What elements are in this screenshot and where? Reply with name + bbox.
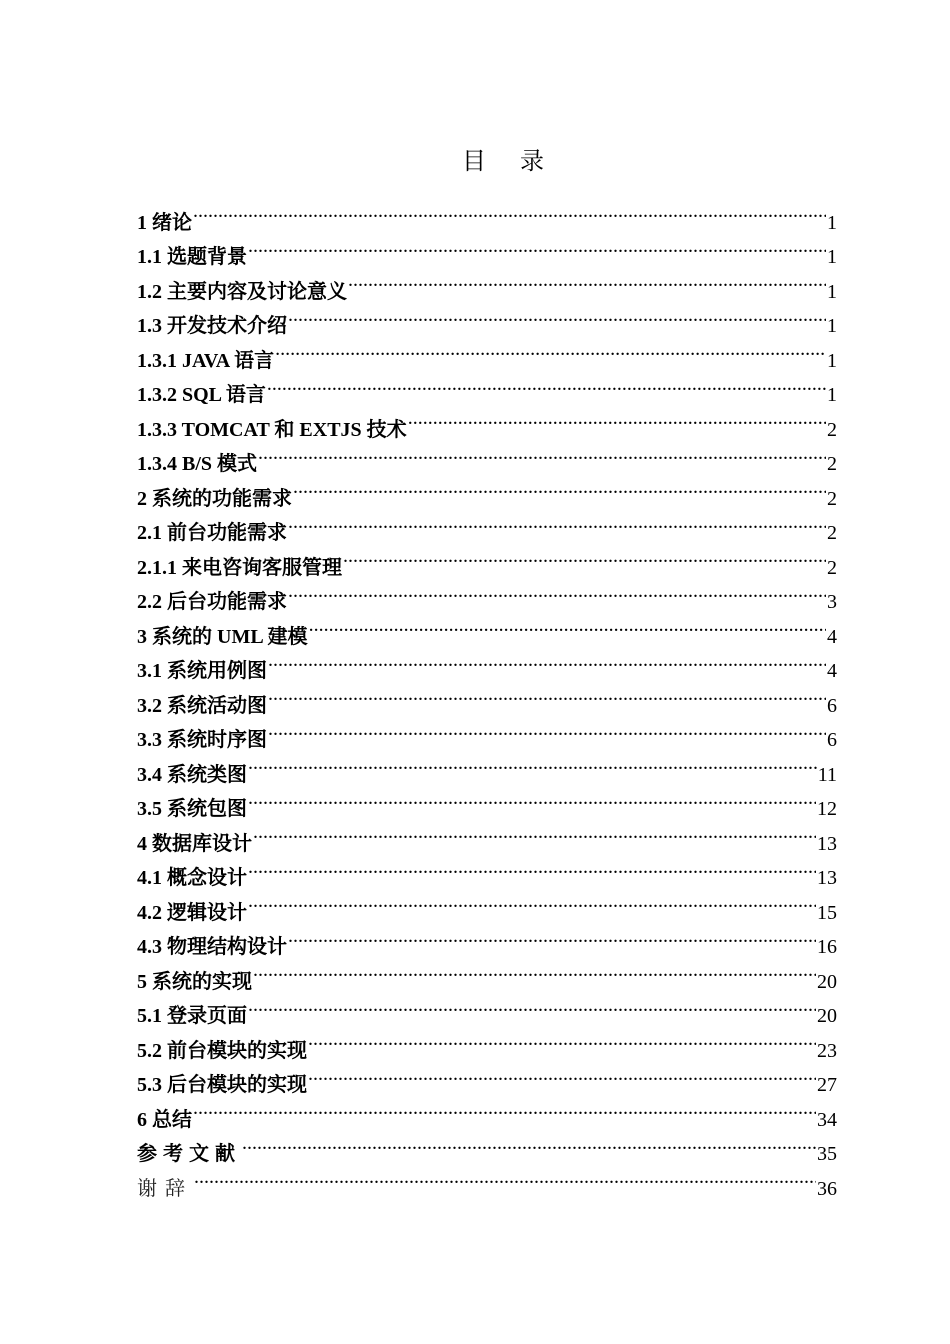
- toc-page-number: 4: [827, 625, 837, 648]
- toc-entry-label: 1.3.1 JAVA 语言: [137, 349, 275, 372]
- toc-entry-label: 1.2 主要内容及讨论意义: [137, 280, 347, 303]
- toc-entry[interactable]: [137, 1091, 837, 1131]
- dot-leader: [408, 401, 826, 436]
- dot-leader: [248, 988, 816, 1023]
- toc-entry-label: 3 系统的 UML 建模: [137, 625, 308, 648]
- toc-entry-label: 1.1 选题背景: [137, 246, 247, 268]
- toc-page-number: 1: [827, 315, 837, 337]
- toc-entry[interactable]: [137, 194, 837, 234]
- dot-leader: [193, 1091, 816, 1126]
- toc-page-number: 35: [817, 1143, 837, 1165]
- toc-entry-label: 3.4 系统类图: [137, 763, 247, 786]
- toc-page-number: 2: [827, 418, 837, 441]
- toc-entry-label: 3.3 系统时序图: [137, 729, 267, 751]
- toc-page-number: 2: [827, 487, 837, 510]
- toc-page-number: 1: [827, 280, 837, 303]
- dot-leader: [242, 1126, 816, 1161]
- toc-page-number: 1: [827, 211, 837, 234]
- dot-leader: [268, 712, 826, 747]
- dot-leader: [288, 919, 816, 954]
- toc-entry-label: 3.5 系统包图: [137, 798, 247, 820]
- dot-leader: [248, 781, 816, 816]
- toc-entry-label: 5.2 前台模块的实现: [137, 1039, 307, 1062]
- dot-leader: [268, 677, 826, 712]
- toc-page-number: 16: [817, 936, 837, 958]
- toc-page-number: 11: [817, 763, 837, 786]
- toc-entry-label: 5.1 登录页面: [137, 1005, 247, 1027]
- toc-page-number: 2: [827, 453, 837, 475]
- dot-leader: [248, 229, 826, 264]
- toc-page-number: 1: [827, 349, 837, 372]
- dot-leader: [267, 367, 826, 402]
- toc-entry-label: 4.2 逻辑设计: [137, 901, 247, 924]
- dot-leader: [348, 263, 826, 298]
- toc-page-number: 27: [817, 1074, 837, 1096]
- toc-entry-label: 1.3.4 B/S 模式: [137, 453, 258, 475]
- dot-leader: [253, 815, 816, 850]
- toc-entry-label: 参考文献: [137, 1143, 241, 1165]
- dot-leader: [309, 608, 826, 643]
- dot-leader: [275, 332, 826, 367]
- dot-leader: [343, 539, 826, 574]
- toc-entry[interactable]: [137, 1126, 837, 1165]
- toc-page-number: 6: [827, 729, 837, 751]
- toc-entry-label: 6 总结: [137, 1108, 192, 1131]
- toc-entry-label: 2.1 前台功能需求: [137, 522, 287, 544]
- dot-leader: [248, 850, 816, 885]
- toc-entry-label: 3.2 系统活动图: [137, 694, 267, 717]
- toc-entry-label: 2 系统的功能需求: [137, 487, 292, 510]
- toc-entry-label: 1 绪论: [137, 211, 192, 234]
- toc-page-number: 2: [827, 522, 837, 544]
- toc-entry-label: 1.3 开发技术介绍: [137, 315, 287, 337]
- toc-page-number: 34: [817, 1108, 837, 1131]
- toc-page-number: 20: [817, 970, 837, 993]
- dot-leader: [248, 746, 817, 781]
- toc-entry-label: 3.1 系统用例图: [137, 660, 267, 682]
- toc-entry-label: 1.3.2 SQL 语言: [137, 384, 266, 406]
- dot-leader: [268, 643, 826, 678]
- dot-leader: [293, 470, 826, 505]
- toc-entry-label: 5.3 后台模块的实现: [137, 1074, 307, 1096]
- dot-leader: [308, 1022, 816, 1057]
- toc-page-number: 15: [817, 901, 837, 924]
- toc-page-number: 12: [817, 798, 837, 820]
- dot-leader: [253, 953, 816, 988]
- toc-entry-label: 1.3.3 TOMCAT 和 EXTJS 技术: [137, 418, 407, 441]
- dot-leader: [258, 436, 826, 471]
- toc-page-number: 4: [827, 660, 837, 682]
- toc-entry[interactable]: [137, 1160, 837, 1200]
- toc-entry-label: 5 系统的实现: [137, 970, 252, 993]
- toc-page-number: 1: [827, 384, 837, 406]
- dot-leader: [308, 1057, 816, 1092]
- toc-entry-label: 2.1.1 来电咨询客服管理: [137, 556, 342, 579]
- toc-entry-label: 4 数据库设计: [137, 832, 252, 855]
- toc-page-number: 13: [817, 832, 837, 855]
- dot-leader: [193, 194, 826, 229]
- toc-page-number: 36: [817, 1177, 837, 1200]
- toc-entry-label: 4.1 概念设计: [137, 867, 247, 889]
- dot-leader: [248, 884, 816, 919]
- toc-page-number: 2: [827, 556, 837, 579]
- toc-page-number: 13: [817, 867, 837, 889]
- table-of-contents: [137, 194, 837, 1200]
- dot-leader: [288, 574, 826, 609]
- toc-page-number: 20: [817, 1005, 837, 1027]
- toc-entry-label: 4.3 物理结构设计: [137, 936, 287, 958]
- toc-title: 目 录: [462, 149, 558, 175]
- dot-leader: [194, 1160, 816, 1195]
- dot-leader: [288, 505, 826, 540]
- toc-entry-label: 谢辞: [137, 1177, 193, 1200]
- toc-page-number: 23: [817, 1039, 837, 1062]
- toc-entry-label: 2.2 后台功能需求: [137, 591, 287, 613]
- toc-entry[interactable]: [137, 229, 837, 268]
- toc-page-number: 1: [827, 246, 837, 268]
- toc-page-number: 3: [827, 591, 837, 613]
- toc-page-number: 6: [827, 694, 837, 717]
- dot-leader: [288, 298, 826, 333]
